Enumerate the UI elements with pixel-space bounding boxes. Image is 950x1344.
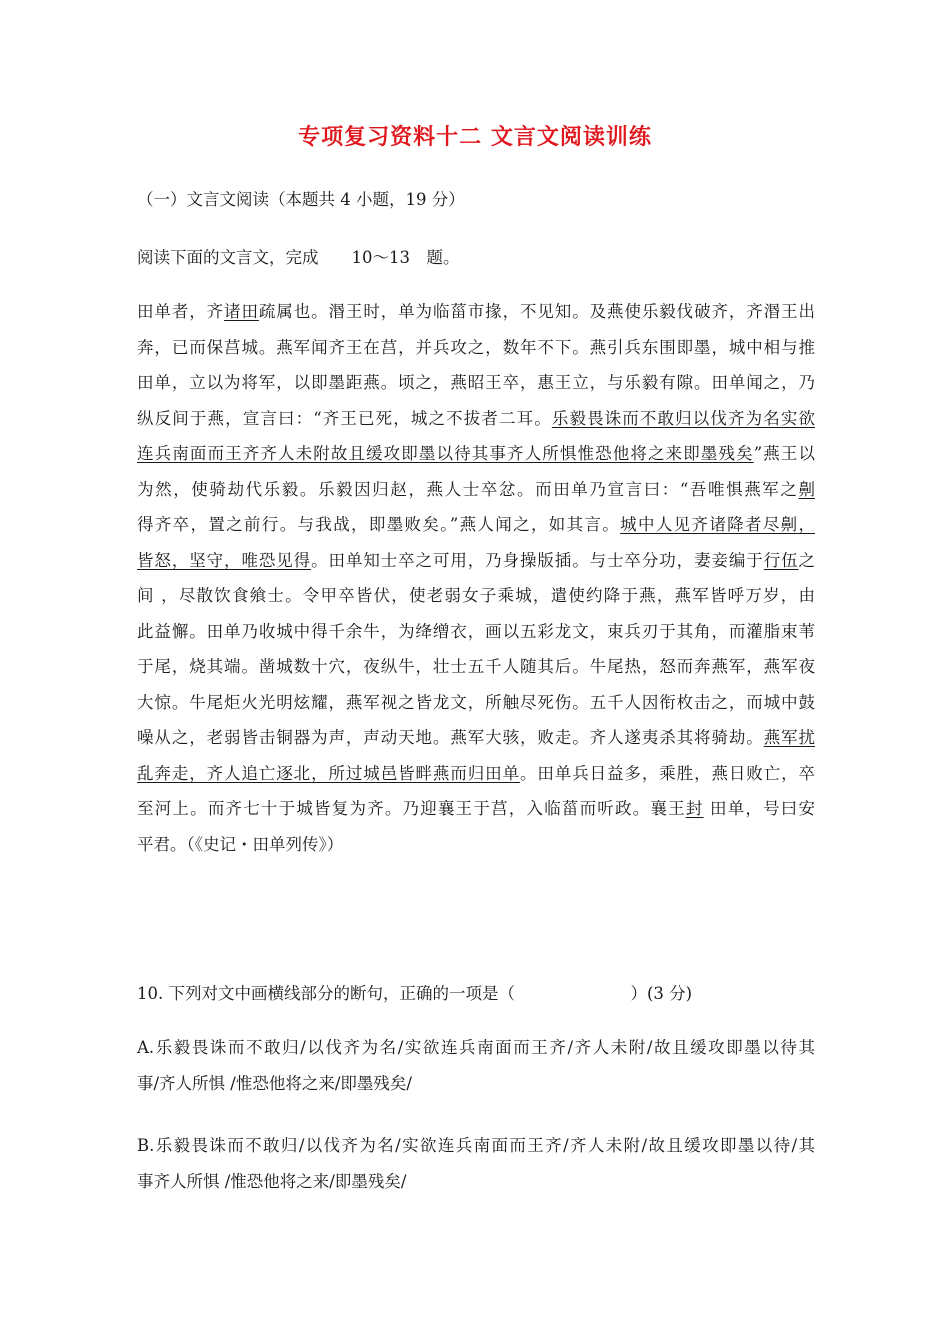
underlined-text: 乱奔走，齐人追亡逐北，所过城邑皆畔燕而归田单 [137,763,520,783]
passage-line: 田单，立以为将军，以即墨距燕。顷之，燕昭王卒，惠王立，与乐毅有隙。田单闻之，乃 [137,373,815,392]
instruction-text: 阅读下面的文言文，完成 10～13 题。 [137,248,460,267]
page-title: 专项复习资料十二 文言文阅读训练 [298,125,652,150]
passage-line: 至河上。而齐七十于城皆复为齐。乃迎襄王于莒，入临菑而听政。襄王封 田单，号曰安 [137,799,816,818]
underlined-text: 乐毅畏诛而不敢归以伐齐为名实欲 [551,408,816,428]
option-a-line-2: 事/齐人所惧 /惟恐他将之来/即墨残矣/ [137,1073,412,1093]
passage-line: 此益懈。田单乃收城中得千余牛，为绛缯衣，画以五彩龙文，束兵刃于其角，而灌脂束苇 [137,621,815,641]
underlined-text: 连兵南面而王齐齐人未附故且缓攻即墨以待其事齐人所惧惟恐他将之来即墨残矣 [137,444,754,463]
passage-line: 乱奔走，齐人追亡逐北，所过城邑皆畔燕而归田单。田单兵日益多，乘胜，燕日败亡，卒 [137,763,816,783]
underlined-text: 行伍 [763,550,799,570]
option-a-line-1: A.乐毅畏诛而不敢归/以伐齐为名/实欲连兵南面而王齐/齐人未附/故且缓攻即墨以待其 [137,1038,815,1057]
underlined-text: 燕军扰 [763,728,816,747]
passage [137,294,815,862]
option-b [137,1128,815,1199]
passage-line: 于尾，烧其端。凿城数十穴，夜纵牛，壮士五千人随其后。牛尾热，怒而奔燕军，燕军夜 [137,657,815,676]
passage-line: 纵反间于燕，宣言曰：“齐王已死，城之不拔者二耳。乐毅畏诛而不敢归以伐齐为名实欲 [137,408,816,428]
passage-line: 奔，已而保莒城。燕军闻齐王在莒，并兵攻之，数年不下。燕引兵东围即墨，城中相与推 [137,337,815,357]
underlined-text: 皆怒，坚守，唯恐见得 [137,550,312,570]
section-heading: （一）文言文阅读（本题共 4 小题，19 分） [137,190,465,209]
passage-line: 连兵南面而王齐齐人未附故且缓攻即墨以待其事齐人所惧惟恐他将之来即墨残矣”燕王以 [137,444,815,463]
passage-line: 得齐卒，置之前行。与我战，即墨败矣。”燕人闻之，如其言。城中人见齐诸降者尽劓， [137,515,816,534]
underlined-text: 诸田 [224,302,259,321]
passage-line: 为然，使骑劫代乐毅。乐毅因归赵，燕人士卒忿。而田单乃宣言曰：“吾唯惧燕军之劓 [137,479,815,499]
question-10: 10. 下列对文中画横线部分的断句，正确的一项是（ ）(3 分) [137,984,693,1003]
underlined-text: 劓 [798,479,815,499]
passage-line: 田单者，齐诸田疏属也。湣王时，单为临菑市掾，不见知。及燕使乐毅伐破齐，齐湣王出 [137,302,816,321]
passage-line: 皆怒，坚守，唯恐见得。田单知士卒之可用，乃身操版插。与士卒分功，妻妾编于行伍之 [137,550,816,570]
passage-line: 大惊。牛尾炬火光明炫耀，燕军视之皆龙文，所触尽死伤。五千人因衔枚击之，而城中鼓 [137,692,815,712]
option-b-line-1: B.乐毅畏诛而不敢归/以伐齐为名/实欲连兵南面而王齐/齐人未附/故且缓攻即墨以待/其 [137,1136,815,1155]
underlined-text: 城中人见齐诸降者尽劓， [620,515,816,534]
underlined-text: 封 [685,799,704,818]
passage-line: 平君。（《史记・田单列传》） [137,834,344,854]
passage-line: 间 ，尽散饮食飨士。令甲卒皆伏，使老弱女子乘城，遣使约降于燕，燕军皆呼万岁，由 [137,586,815,605]
passage-line: 噪从之，老弱皆击铜器为声，声动天地。燕军大骇，败走。齐人遂夷杀其将骑劫。燕军扰 [137,728,816,747]
option-b-line-2: 事齐人所惧 /惟恐他将之来/即墨残矣/ [137,1171,407,1191]
option-a [137,1030,815,1101]
